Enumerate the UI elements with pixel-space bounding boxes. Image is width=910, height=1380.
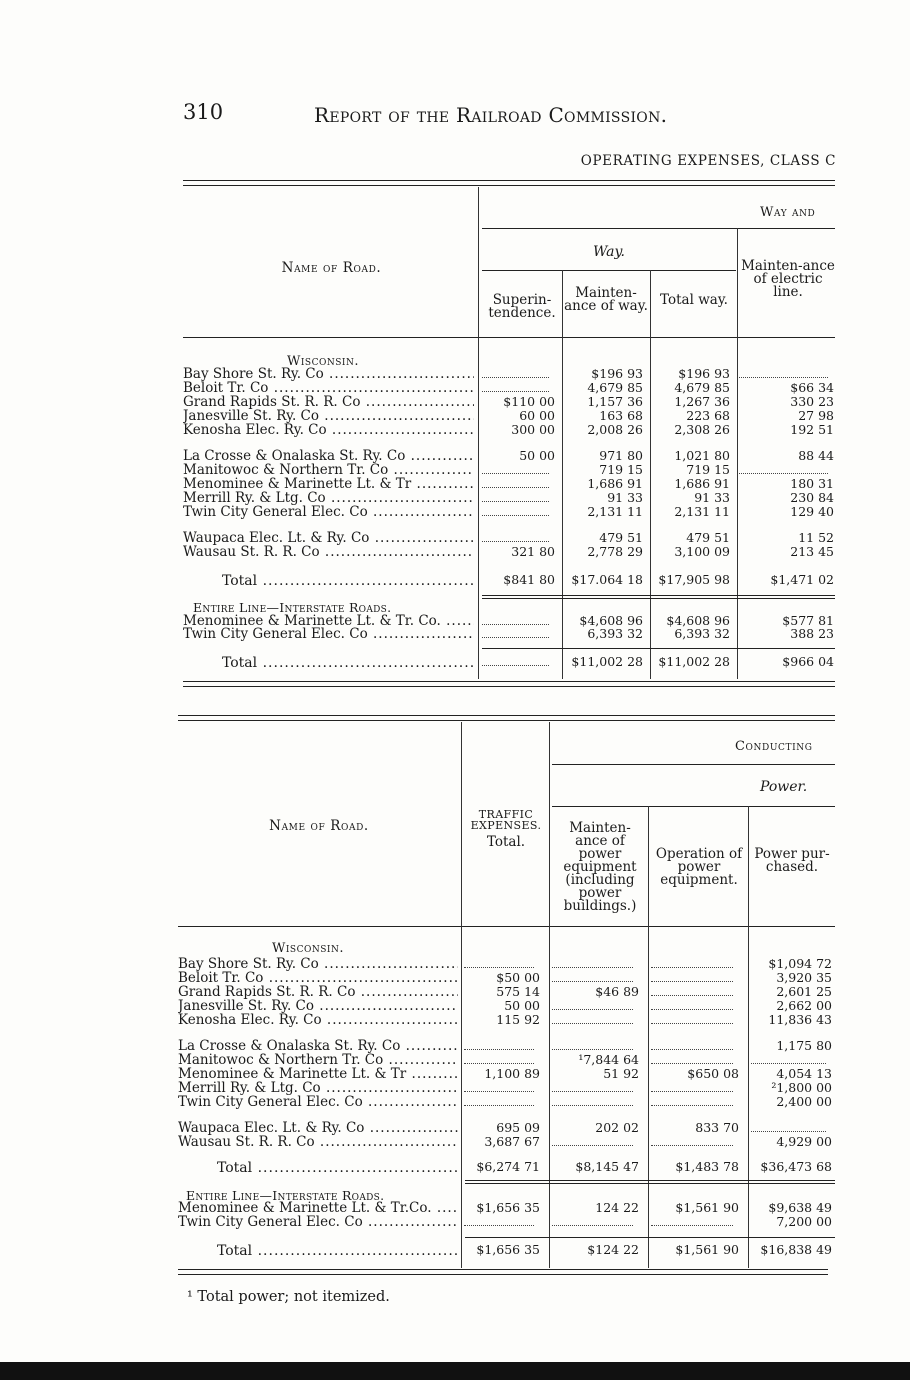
value-cell: 3,920 35 — [776, 970, 832, 985]
value-cell — [651, 985, 733, 996]
value-cell — [651, 1095, 733, 1106]
value-cell: 60 00 — [519, 408, 555, 423]
road-name: Bay Shore St. Ry. Co ..... — [183, 367, 474, 381]
value-cell: 2,008 26 — [587, 422, 643, 437]
road-name: Twin City General Elec. Co ..... — [178, 1215, 458, 1229]
value-cell: 388 23 — [790, 626, 834, 641]
value-cell: 2,308 26 — [674, 422, 730, 437]
value-cell: $8,145 47 — [575, 1159, 639, 1174]
value-cell: $1,656 35 — [476, 1242, 540, 1257]
value-cell: 4,679 85 — [587, 380, 643, 395]
road-name: Kenosha Elec. Ry. Co ..... — [178, 1013, 458, 1027]
value-cell: $11,002 28 — [571, 654, 643, 669]
interstate-heading: Entire Line—Interstate Roads. — [193, 600, 392, 615]
value-cell: 3,687 67 — [484, 1134, 540, 1149]
value-cell: 695 09 — [496, 1120, 540, 1135]
value-cell: 91 33 — [607, 490, 643, 505]
value-cell: $16,838 49 — [760, 1242, 832, 1257]
road-name: Twin City General Elec. Co ..... — [183, 627, 474, 641]
value-cell: 4,929 00 — [776, 1134, 832, 1149]
value-cell — [464, 1095, 534, 1106]
section-header: OPERATING EXPENSES, CLASS C — [580, 153, 836, 169]
value-cell — [552, 999, 633, 1010]
value-cell — [464, 1053, 534, 1064]
value-cell — [482, 614, 549, 625]
value-cell: 180 31 — [790, 476, 834, 491]
value-cell: $124 22 — [587, 1242, 639, 1257]
value-cell: 1,686 91 — [674, 476, 730, 491]
road-name: Merrill Ry. & Ltg. Co ..... — [178, 1081, 458, 1095]
footnote: ¹ Total power; not itemized. — [187, 1289, 390, 1305]
value-cell: 719 15 — [686, 462, 730, 477]
value-cell: 50 00 — [519, 448, 555, 463]
road-name: Beloit Tr. Co ..... — [178, 971, 458, 985]
value-cell — [482, 367, 549, 378]
value-cell — [552, 1081, 633, 1092]
road-name: Wausau St. R. R. Co ..... — [183, 545, 474, 559]
col-maintenance-of-way-header: Mainten-ance of way. — [564, 285, 648, 314]
value-cell — [739, 463, 828, 474]
value-cell: $50 00 — [496, 970, 540, 985]
value-cell — [464, 957, 534, 968]
value-cell — [552, 1135, 633, 1146]
value-cell — [482, 477, 549, 488]
value-cell — [482, 531, 549, 542]
page-number: 310 — [183, 100, 224, 124]
value-cell: 6,393 32 — [674, 626, 730, 641]
value-cell: 2,778 29 — [587, 544, 643, 559]
value-cell — [464, 1081, 534, 1092]
value-cell: $1,561 90 — [675, 1200, 739, 1215]
value-cell: 11 52 — [798, 530, 834, 545]
value-cell: 300 00 — [511, 422, 555, 437]
road-name: La Crosse & Onalaska St. Ry. Co ..... — [178, 1039, 458, 1053]
value-cell — [739, 367, 828, 378]
value-cell: $4,608 96 — [579, 613, 643, 628]
value-cell: 163 68 — [599, 408, 643, 423]
state-heading-wisconsin: Wisconsin. — [287, 354, 359, 369]
power-subheader: Power. — [760, 779, 808, 795]
value-cell: 2,131 11 — [587, 504, 643, 519]
col-maintenance-power-equipment-header: Mainten-ance of power equipment (including power buildings.) — [563, 820, 637, 914]
value-cell — [482, 491, 549, 502]
value-cell: 2,131 11 — [674, 504, 730, 519]
value-cell: ²1,800 00 — [771, 1080, 832, 1095]
value-cell — [651, 1215, 733, 1226]
value-cell — [552, 957, 633, 968]
value-cell — [651, 1135, 733, 1146]
value-cell: $1,656 35 — [476, 1200, 540, 1215]
traffic-expenses-header: TRAFFIC EXPENSES. — [470, 808, 542, 832]
value-cell — [651, 1081, 733, 1092]
way-subheader: Way. — [592, 244, 626, 260]
value-cell: $17,905 98 — [658, 572, 730, 587]
road-name: Menominee & Marinette Lt. & Tr ..... — [178, 1067, 458, 1081]
value-cell: 7,200 00 — [776, 1214, 832, 1229]
value-cell: 1,157 36 — [587, 394, 643, 409]
value-cell — [751, 1121, 826, 1132]
value-cell: 91 33 — [694, 490, 730, 505]
value-cell: $4,608 96 — [666, 613, 730, 628]
value-cell: 479 51 — [599, 530, 643, 545]
road-name: Janesville St. Ry. Co ..... — [178, 999, 458, 1013]
value-cell: 88 44 — [798, 448, 834, 463]
value-cell: $6,274 71 — [476, 1159, 540, 1174]
value-cell: $841 80 — [503, 572, 555, 587]
col-maintenance-electric-line-header: Mainten-ance of electric line. — [741, 258, 835, 300]
road-name: Grand Rapids St. R. R. Co ..... — [178, 985, 458, 999]
conducting-group-header: Conducting — [735, 739, 813, 754]
value-cell: 230 84 — [790, 490, 834, 505]
road-name: Merrill Ry. & Ltg. Co ..... — [183, 491, 474, 505]
value-cell: $66 34 — [790, 380, 834, 395]
value-cell: 719 15 — [599, 462, 643, 477]
value-cell — [651, 1053, 733, 1064]
road-name: Wausau St. R. R. Co ..... — [178, 1135, 458, 1149]
road-name: Grand Rapids St. R. R. Co ..... — [183, 395, 474, 409]
value-cell: 971 80 — [599, 448, 643, 463]
value-cell — [482, 463, 549, 474]
col-total-way-header: Total way. — [660, 292, 728, 308]
road-name: Menominee & Marinette Lt. & Tr.Co. ..... — [178, 1201, 458, 1215]
value-cell — [751, 1053, 826, 1064]
interstate-heading-2: Entire Line—Interstate Roads. — [186, 1188, 385, 1203]
road-name: Manitowoc & Northern Tr. Co ..... — [183, 463, 474, 477]
road-name: Menominee & Marinette Lt. & Tr. Co. ..... — [183, 614, 474, 628]
value-cell: 3,100 09 — [674, 544, 730, 559]
value-cell: 479 51 — [686, 530, 730, 545]
state-heading-wisconsin-2: Wisconsin. — [272, 941, 344, 956]
road-name: Menominee & Marinette Lt. & Tr ..... — [183, 477, 474, 491]
way-and-group-header: Way and — [760, 205, 816, 220]
value-cell: 4,679 85 — [674, 380, 730, 395]
value-cell — [651, 1039, 733, 1050]
value-cell: 129 40 — [790, 504, 834, 519]
road-name: Waupaca Elec. Lt. & Ry. Co ..... — [178, 1121, 458, 1135]
value-cell — [651, 971, 733, 982]
value-cell: 202 02 — [595, 1120, 639, 1135]
road-name: Twin City General Elec. Co ..... — [183, 505, 474, 519]
value-cell — [482, 505, 549, 516]
value-cell — [482, 627, 549, 638]
road-name: La Crosse & Onalaska St. Ry. Co ..... — [183, 449, 474, 463]
value-cell: $577 81 — [782, 613, 834, 628]
road-name: Kenosha Elec. Ry. Co ..... — [183, 423, 474, 437]
value-cell: 833 70 — [695, 1120, 739, 1135]
road-name: Manitowoc & Northern Tr. Co ..... — [178, 1053, 458, 1067]
value-cell — [552, 1215, 633, 1226]
value-cell: $1,094 72 — [768, 956, 832, 971]
value-cell — [651, 957, 733, 968]
value-cell — [651, 999, 733, 1010]
value-cell: 51 92 — [603, 1066, 639, 1081]
value-cell: $17.064 18 — [571, 572, 643, 587]
scan-edge — [0, 1362, 910, 1380]
value-cell: ¹7,844 64 — [578, 1052, 639, 1067]
value-cell — [482, 655, 549, 666]
value-cell: 1,267 36 — [674, 394, 730, 409]
value-cell: 50 00 — [504, 998, 540, 1013]
value-cell — [552, 1039, 633, 1050]
value-cell: 1,175 80 — [776, 1038, 832, 1053]
value-cell: $46 89 — [595, 984, 639, 999]
name-of-road-header: Name of Road. — [281, 260, 382, 276]
value-cell — [464, 1215, 534, 1226]
value-cell: $966 04 — [782, 654, 834, 669]
total-label: Total ..... — [217, 1243, 458, 1259]
value-cell: 2,400 00 — [776, 1094, 832, 1109]
value-cell: $9,638 49 — [768, 1200, 832, 1215]
value-cell: 2,601 25 — [776, 984, 832, 999]
value-cell: 1,686 91 — [587, 476, 643, 491]
value-cell: $196 93 — [591, 366, 643, 381]
value-cell: 575 14 — [496, 984, 540, 999]
value-cell: $650 08 — [687, 1066, 739, 1081]
value-cell: 6,393 32 — [587, 626, 643, 641]
value-cell: 1,100 89 — [484, 1066, 540, 1081]
name-of-road-header-2: Name of Road. — [269, 818, 369, 834]
value-cell: $1,483 78 — [675, 1159, 739, 1174]
value-cell: 27 98 — [798, 408, 834, 423]
value-cell: 124 22 — [595, 1200, 639, 1215]
road-name: Twin City General Elec. Co ..... — [178, 1095, 458, 1109]
value-cell: $11,002 28 — [658, 654, 730, 669]
col-power-purchased-header: Power pur-chased. — [754, 846, 830, 875]
value-cell: 223 68 — [686, 408, 730, 423]
value-cell: $1,471 02 — [770, 572, 834, 587]
running-title: Report of the Railroad Commission. — [314, 103, 668, 127]
col-operation-power-equipment-header: Operation of power equipment. — [655, 846, 743, 888]
total-label: Total ..... — [217, 1160, 458, 1176]
road-name: Janesville St. Ry. Co ..... — [183, 409, 474, 423]
value-cell: $110 00 — [503, 394, 555, 409]
road-name: Beloit Tr. Co ..... — [183, 381, 474, 395]
value-cell — [552, 1095, 633, 1106]
value-cell: 2,662 00 — [776, 998, 832, 1013]
value-cell: 213 45 — [790, 544, 834, 559]
value-cell: 115 92 — [496, 1012, 540, 1027]
col-superintendence-header: Superin-tendence. — [488, 292, 556, 321]
value-cell — [482, 381, 549, 392]
value-cell: 321 80 — [511, 544, 555, 559]
value-cell — [552, 971, 633, 982]
value-cell: $196 93 — [678, 366, 730, 381]
value-cell: $36,473 68 — [760, 1159, 832, 1174]
total-label: Total ..... — [222, 655, 474, 671]
value-cell: 4,054 13 — [776, 1066, 832, 1081]
value-cell: 192 51 — [790, 422, 834, 437]
value-cell — [651, 1013, 733, 1024]
value-cell — [552, 1013, 633, 1024]
value-cell: 1,021 80 — [674, 448, 730, 463]
value-cell: $1,561 90 — [675, 1242, 739, 1257]
value-cell: 11,836 43 — [768, 1012, 832, 1027]
total-label: Total ..... — [222, 573, 474, 589]
road-name: Bay Shore St. Ry. Co ..... — [178, 957, 458, 971]
value-cell: 330 23 — [790, 394, 834, 409]
road-name: Waupaca Elec. Lt. & Ry. Co ..... — [183, 531, 474, 545]
value-cell — [464, 1039, 534, 1050]
traffic-total-header: Total. — [486, 834, 526, 850]
